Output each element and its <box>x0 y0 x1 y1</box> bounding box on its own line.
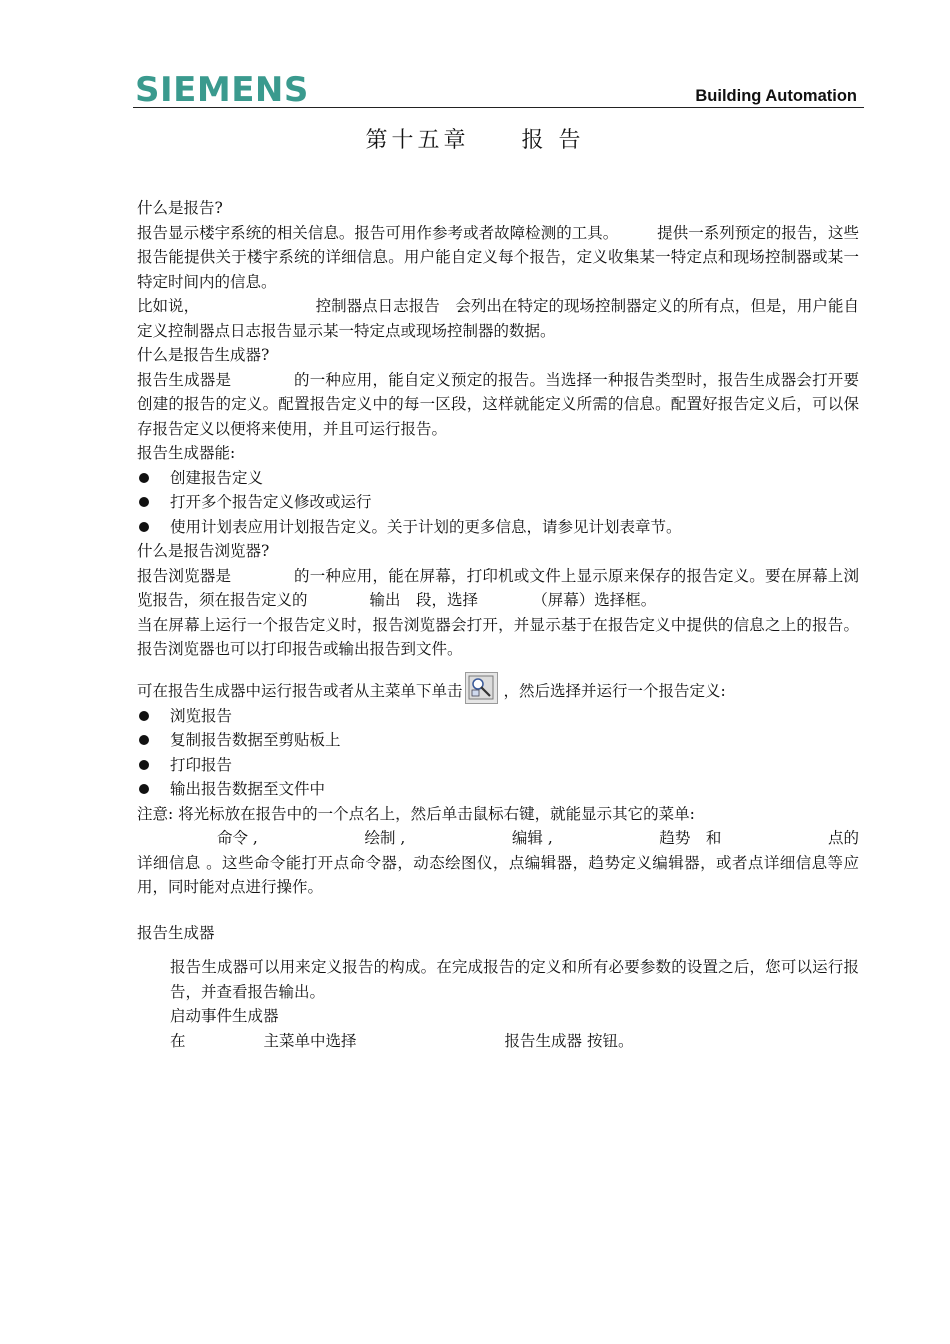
bullet-dot <box>139 784 149 794</box>
step-button: 报告生成器 按钮。 <box>504 1031 634 1050</box>
bullet-dot <box>139 473 149 483</box>
list-item: 复制报告数据至剪贴板上 <box>137 728 859 753</box>
header-division: Building Automation <box>695 87 857 105</box>
list-item: 浏览报告 <box>137 704 859 729</box>
bullet-dot <box>139 497 149 507</box>
list-item: 创建报告定义 <box>137 466 859 491</box>
note-continuation: 详细信息 。这些命令能打开点命令器，动态绘图仪，点编辑器，趋势定义编辑器，或者点详细信息等应用，同时能对点进行操作。 <box>137 853 859 896</box>
paragraph-viewer-intro: 报告浏览器是 的一种应用，能在屏幕，打印机或文件上显示原来保存的报告定义。要在屏幕上浏览报告，须在报告定义的 输出 段，选择 （屏幕）选择框。 <box>137 566 859 609</box>
note-menu-items <box>137 826 859 851</box>
paragraph-builder-intro: 报告生成器是 的一种应用，能自定义预定的报告。当选择一种报告类型时，报告生成器会打开要创建的报告的定义。配置报告定义中的每一区段，这样就能定义所需的信息。配置好报告定义后，可以保存报告定义以便将来使用，并且可运行报告。 <box>137 370 859 438</box>
bullet-dot <box>139 711 149 721</box>
note-text: 注意: 将光标放在报告中的一个点名上，然后单击鼠标右键，就能显示其它的菜单: <box>137 804 695 823</box>
run-instruction-after: ，然后选择并运行一个报告定义: <box>503 682 726 700</box>
bullet-dot <box>139 760 149 770</box>
header-rule <box>133 107 864 108</box>
report-viewer-icon[interactable] <box>465 672 498 704</box>
question-what-is-viewer: 什么是报告浏览器? <box>137 542 270 560</box>
builder-section-body <box>137 955 859 1053</box>
chapter-title: 第十五章 报 告 <box>365 128 585 153</box>
bullet-dot <box>139 735 149 745</box>
document-body <box>137 196 859 1053</box>
note-item-command: 命令 , <box>217 829 258 847</box>
section-heading-builder: 报告生成器 <box>137 923 215 942</box>
list-item: 输出报告数据至文件中 <box>137 777 859 802</box>
paragraph-viewer-run: 当在屏幕上运行一个报告定义时，报告浏览器会打开，并显示基于在报告定义中提供的信息之上的报告。报告浏览器也可以打印报告或输出报告到文件。 <box>137 615 859 658</box>
list-item: 使用计划表应用计划报告定义。关于计划的更多信息，请参见计划表章节。 <box>137 515 859 540</box>
step-at: 在 <box>170 1031 186 1050</box>
run-instruction <box>137 672 859 704</box>
builder-can-label: 报告生成器能: <box>137 444 236 462</box>
note-item-point: 点的 <box>827 829 859 847</box>
paragraph-builder-detail: 报告生成器可以用来定义报告的构成。在完成报告的定义和所有必要参数的设置之后，您可以运行报告，并查看报告输出。 <box>170 958 859 1001</box>
question-what-is-builder: 什么是报告生成器? <box>137 346 270 364</box>
step-menu: 主菜单中选择 <box>263 1031 357 1050</box>
note-item-trend: 趋势 和 <box>659 829 722 847</box>
note-item-edit: 编辑 , <box>511 829 553 847</box>
run-instruction-before: 可在报告生成器中运行报告或者从主菜单下单击 <box>137 682 463 700</box>
start-builder-step <box>170 1029 859 1054</box>
paragraph-report-example: 比如说， 控制器点日志报告 会列出在特定的现场控制器定义的所有点，但是，用户能自定义控制器点日志报告显示某一特定点或现场控制器的数据。 <box>137 297 859 340</box>
list-item: 打印报告 <box>137 753 859 778</box>
question-what-is-report: 什么是报告? <box>137 199 223 217</box>
bullet-dot <box>139 522 149 532</box>
note-item-plot: 绘制 , <box>364 829 406 847</box>
siemens-logo: SIEMENS <box>135 70 309 110</box>
list-item: 打开多个报告定义修改或运行 <box>137 490 859 515</box>
start-builder-label: 启动事件生成器 <box>170 1007 279 1025</box>
paragraph-report-intro: 报告显示楼宇系统的相关信息。报告可用作参考或者故障检测的工具。 提供一系列预定的报告，这些报告能提供关于楼宇系统的详细信息。用户能自定义每个报告，定义收集某一特定点和现场控制器或某一特定时间内的信息。 <box>137 223 859 291</box>
